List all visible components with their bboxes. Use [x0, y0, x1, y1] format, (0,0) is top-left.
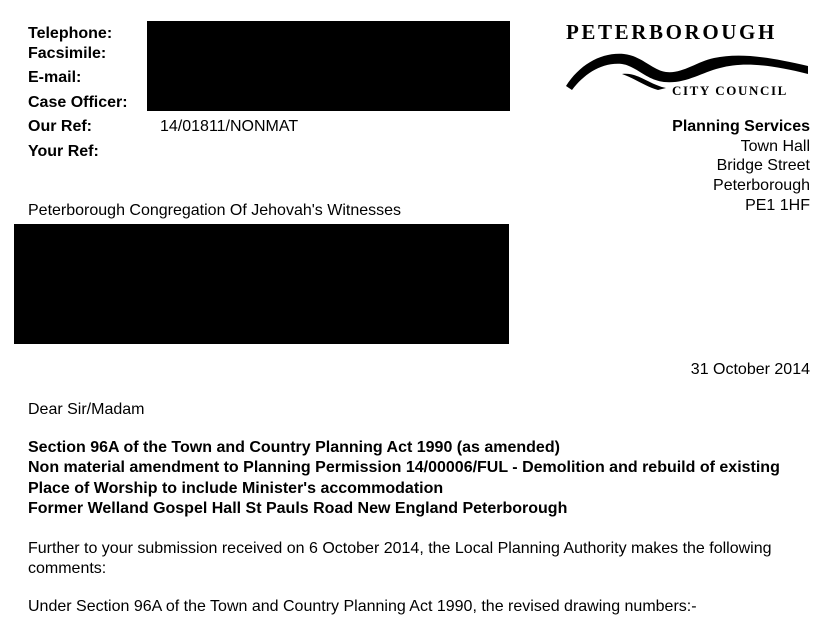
logo-title: PETERBOROUGH [566, 20, 777, 44]
logo-subtitle: CITY COUNCIL [672, 83, 788, 98]
case-officer-label: Case Officer: [28, 94, 128, 111]
subject-line-site: Former Welland Gospel Hall St Pauls Road New England Peterborough [28, 499, 568, 517]
sender-postcode: PE1 1HF [745, 197, 810, 214]
sender-department: Planning Services [672, 118, 810, 135]
subject-line-amendment: Non material amendment to Planning Permission 14/00006/FUL - Demolition and rebuild of existing Place of Worship to include Minister's accommodation [28, 459, 780, 497]
sender-address-line: Bridge Street [716, 157, 810, 174]
redacted-contact-details [147, 21, 510, 111]
sender-address-line: Peterborough [713, 177, 810, 194]
salutation: Dear Sir/Madam [28, 401, 145, 418]
redacted-recipient-address [14, 224, 509, 344]
subject-line-act: Section 96A of the Town and Country Planning Act 1990 (as amended) [28, 439, 560, 456]
email-label: E-mail: [28, 69, 82, 86]
body-paragraph: Under Section 96A of the Town and Country Planning Act 1990, the revised drawing numbers:- [28, 598, 697, 615]
your-ref-label: Your Ref: [28, 143, 99, 160]
subject-heading [28, 438, 818, 519]
facsimile-label: Facsimile: [28, 45, 107, 62]
sender-address-line: Town Hall [740, 138, 810, 155]
our-ref-value: 14/01811/NONMAT [160, 118, 299, 135]
recipient-name: Peterborough Congregation Of Jehovah's Witnesses [28, 202, 402, 219]
our-ref-label: Our Ref: [28, 118, 92, 135]
telephone-label: Telephone: [28, 25, 113, 42]
letter-date: 31 October 2014 [690, 361, 810, 378]
body-paragraph: Further to your submission received on 6 October 2014, the Local Planning Authority makes the following comments: [28, 540, 772, 577]
